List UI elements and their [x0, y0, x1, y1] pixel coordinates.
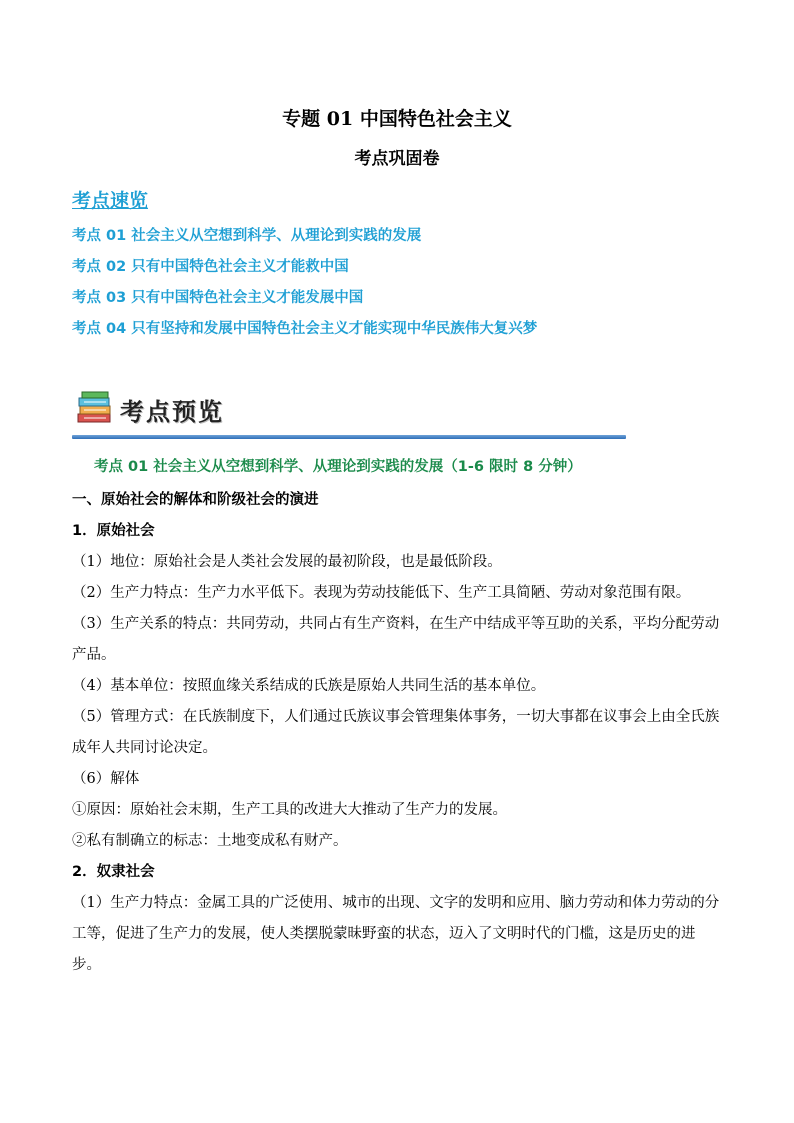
- paragraph: （3）生产关系的特点：共同劳动，共同占有生产资料，在生产中结成平等互助的关系，平均分配劳动产品。: [72, 616, 720, 663]
- banner-title: 考点预览: [120, 398, 224, 426]
- heading-slave-society: 2．奴隶社会: [72, 864, 155, 880]
- books-icon: [76, 390, 114, 426]
- paragraph: ①原因：原始社会末期，生产工具的改进大大推动了生产力的发展。: [72, 802, 507, 818]
- banner-divider: [72, 435, 626, 439]
- paragraph: ②私有制确立的标志：土地变成私有财产。: [72, 833, 348, 849]
- topic-link-02[interactable]: 考点 02 只有中国特色社会主义才能救中国: [72, 259, 349, 275]
- topic-link-01[interactable]: 考点 01 社会主义从空想到科学、从理论到实践的发展: [72, 228, 422, 244]
- paragraph: （6）解体: [72, 771, 140, 787]
- overview-heading[interactable]: 考点速览: [72, 190, 149, 212]
- paragraph: （1）生产力特点：金属工具的广泛使用、城市的出现、文字的发明和应用、脑力劳动和体力劳动的分工等，促进了生产力的发展，使人类摆脱蒙昧野蛮的状态，迈入了文明时代的门槛，这是历史的进步。: [72, 895, 720, 973]
- document-title: 专题 01 中国特色社会主义: [282, 108, 512, 130]
- preview-banner: [72, 386, 626, 444]
- topic-link-04[interactable]: 考点 04 只有坚持和发展中国特色社会主义才能实现中华民族伟大复兴梦: [72, 321, 538, 337]
- section-heading: 考点 01 社会主义从空想到科学、从理论到实践的发展（1-6 限时 8 分钟）: [94, 459, 582, 475]
- heading-primitive-society: 1．原始社会: [72, 523, 155, 539]
- paragraph: （2）生产力特点：生产力水平低下。表现为劳动技能低下、生产工具简陋、劳动对象范围有限。: [72, 585, 691, 601]
- document-subtitle: 考点巩固卷: [354, 149, 440, 169]
- topic-link-03[interactable]: 考点 03 只有中国特色社会主义才能发展中国: [72, 290, 364, 306]
- paragraph: （4）基本单位：按照血缘关系结成的氏族是原始人共同生活的基本单位。: [72, 678, 546, 694]
- document-body: [72, 485, 722, 981]
- topic-list: [72, 224, 537, 348]
- paragraph: （5）管理方式：在氏族制度下，人们通过氏族议事会管理集体事务，一切大事都在议事会上由全氏族成年人共同讨论决定。: [72, 709, 720, 756]
- heading-level-1: 一、原始社会的解体和阶级社会的演进: [72, 492, 319, 508]
- paragraph: （1）地位：原始社会是人类社会发展的最初阶段，也是最低阶段。: [72, 554, 502, 570]
